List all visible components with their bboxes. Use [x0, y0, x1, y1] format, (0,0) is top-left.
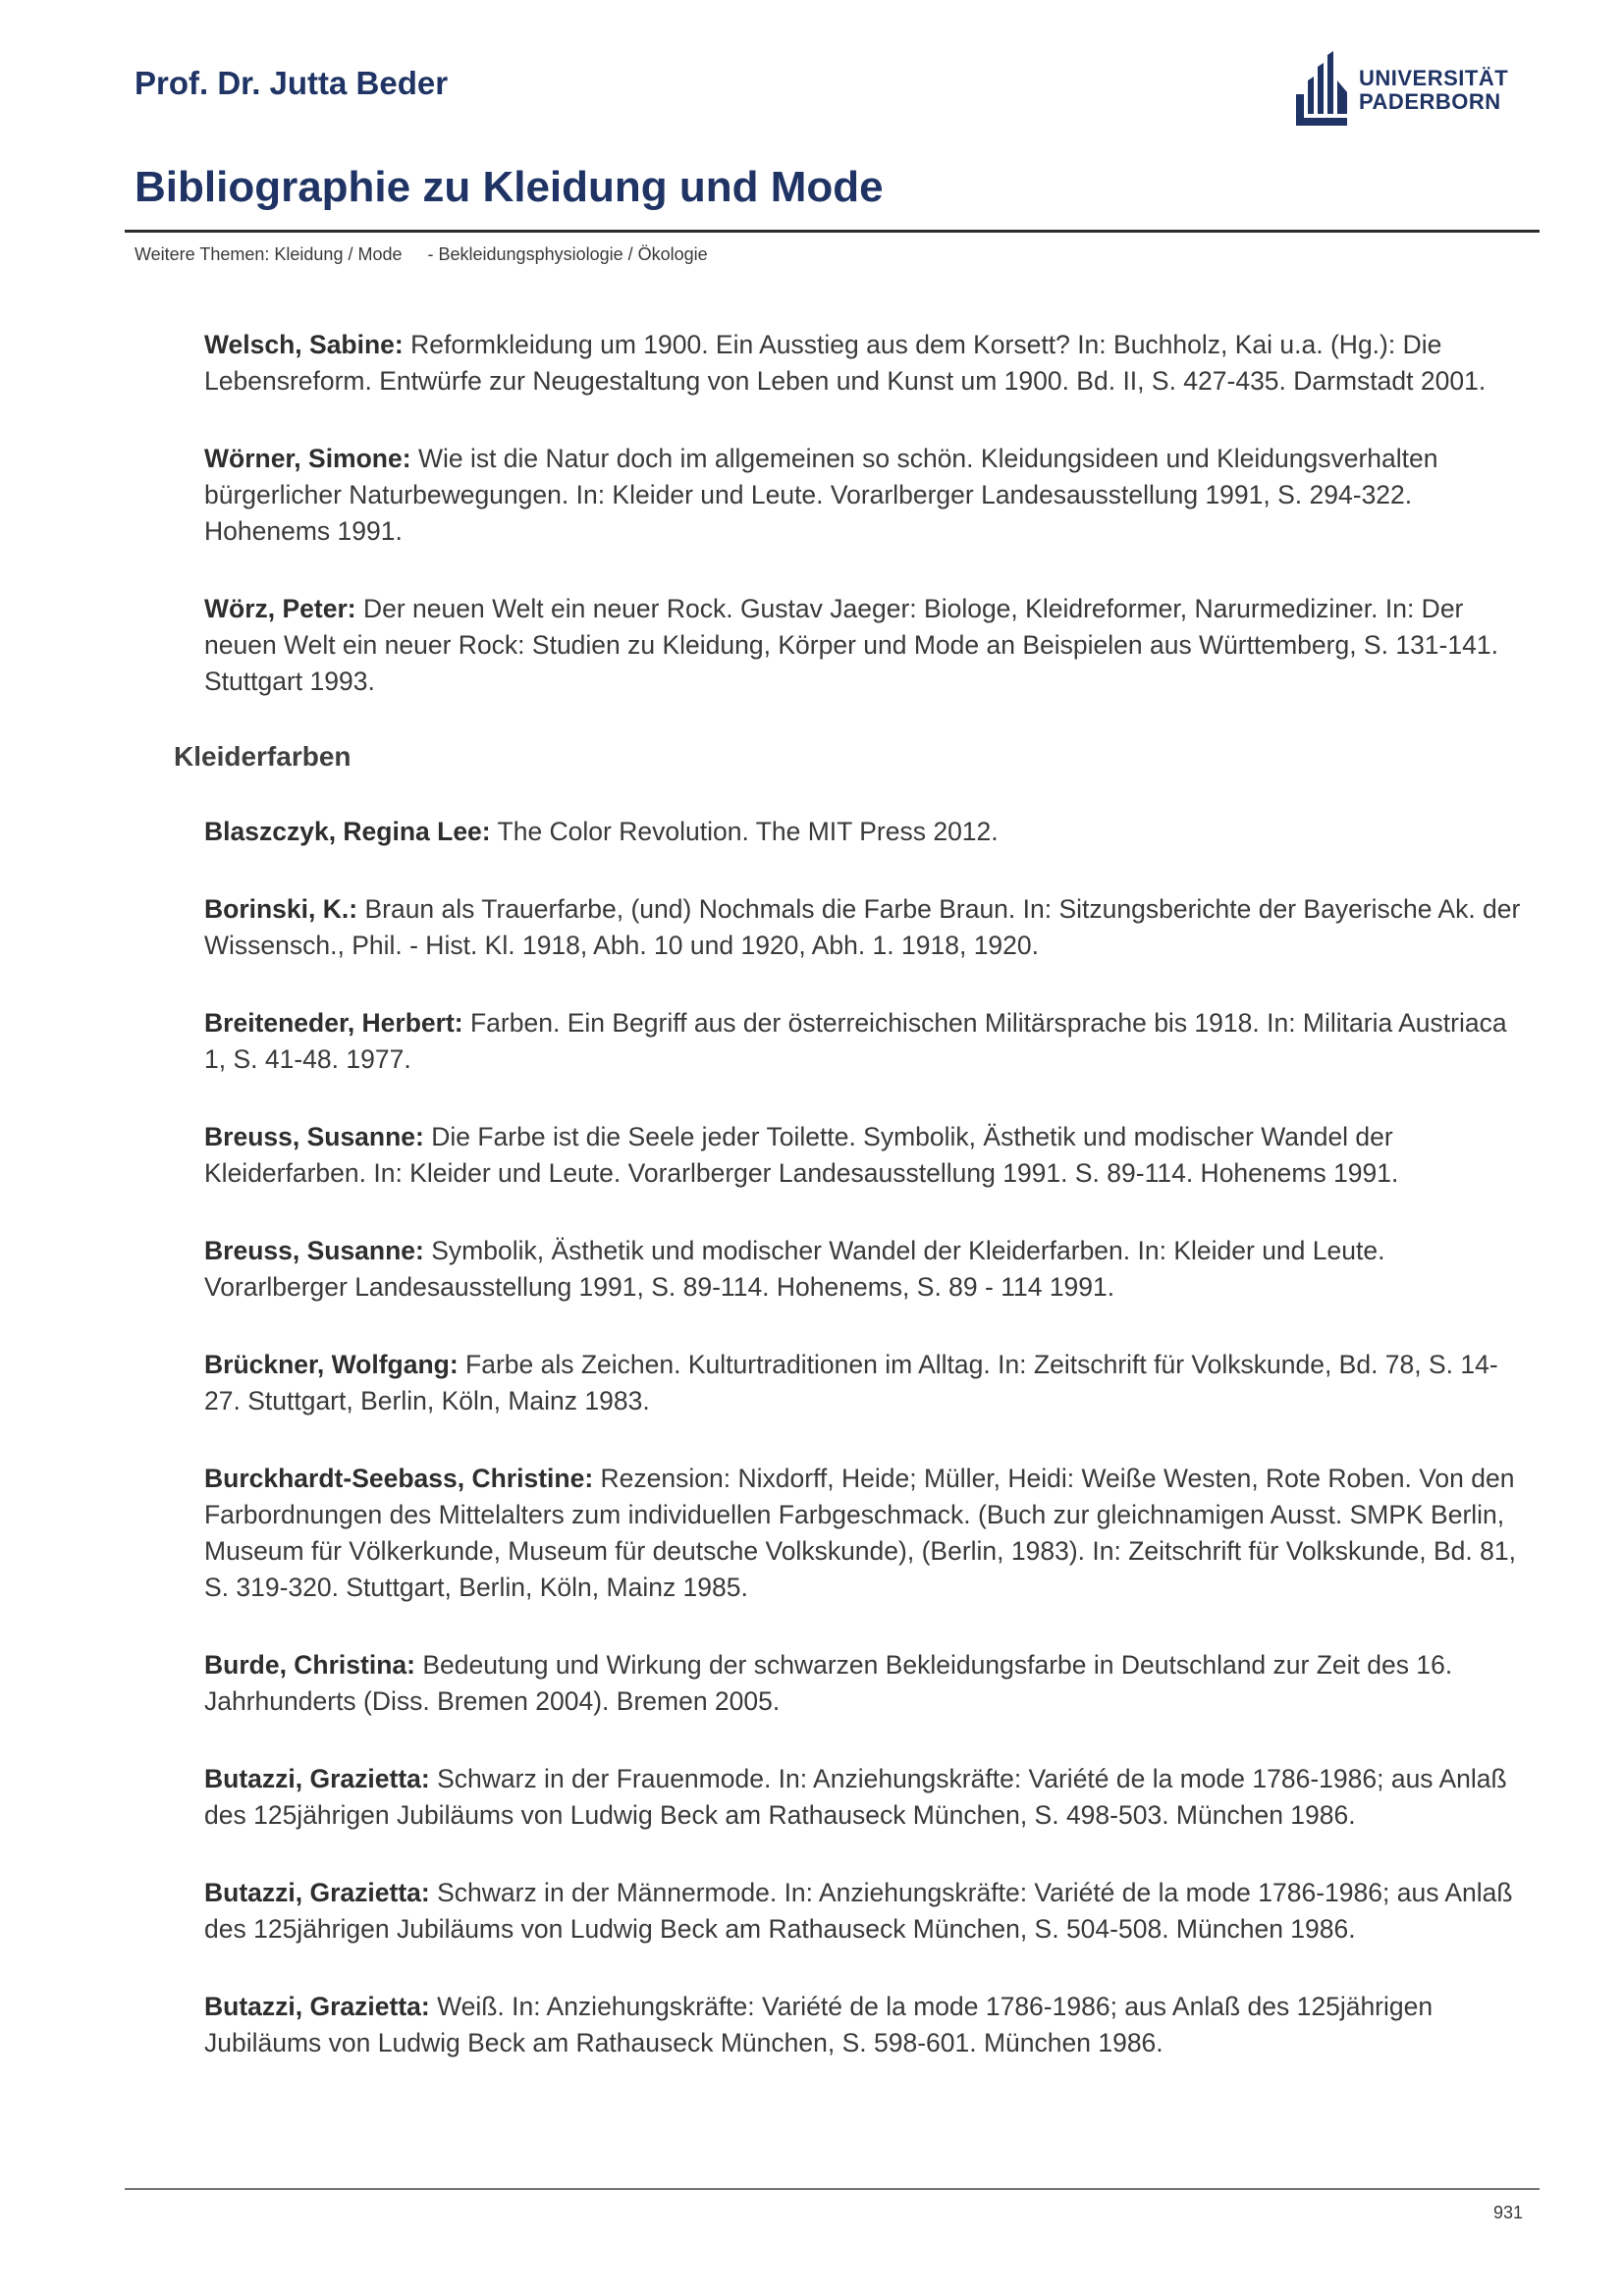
header-divider: [125, 230, 1540, 233]
entry-text: Schwarz in der Frauenmode. In: Anziehungskräfte: Variété de la mode 1786-1986; aus Anlaß des 125jährigen Jubiläums von Ludwig Beck am Rathauseck München, S. 498-503. München 1986.: [204, 1764, 1507, 1830]
entry-author: Wörner, Simone:: [204, 444, 411, 473]
bibliography-entry: [204, 441, 1530, 550]
bibliography-entry: [204, 327, 1530, 400]
entry-author: Butazzi, Grazietta:: [204, 1878, 430, 1907]
entry-text: Farbe als Zeichen. Kulturtraditionen im Alltag. In: Zeitschrift für Volkskunde, Bd. 78, S. 14-27. Stuttgart, Berlin, Köln, Mainz 1983.: [204, 1350, 1498, 1415]
entry-author: Welsch, Sabine:: [204, 330, 404, 359]
entry-author: Breuss, Susanne:: [204, 1122, 424, 1151]
entry-author: Blaszczyk, Regina Lee:: [204, 817, 491, 846]
bibliography-entry: [204, 1461, 1530, 1606]
bibliography-list: [174, 327, 1530, 2103]
bibliography-entry: [204, 1005, 1530, 1078]
entry-text: Der neuen Welt ein neuer Rock. Gustav Jaeger: Biologe, Kleidreformer, Narurmediziner. In: Der neuen Welt ein neuer Rock: Studien zu Kleidung, Körper und Mode an Beispielen aus Württemberg, S. 131-141. Stuttgart 1993.: [204, 594, 1498, 696]
entry-text: Braun als Trauerfarbe, (und) Nochmals die Farbe Braun. In: Sitzungsberichte der Bayerische Ak. der Wissensch., Phil. - Hist. Kl. 1918, Abh. 10 und 1920, Abh. 1. 1918, 1920.: [204, 894, 1521, 960]
entry-text: Wie ist die Natur doch im allgemeinen so schön. Kleidungsideen und Kleidungsverhalten bürgerlicher Naturbewegungen. In: Kleider und Leute. Vorarlberger Landesausstellung 1991, S. 294-322. Hohenems 1991.: [204, 444, 1438, 546]
bibliography-entry: [204, 1647, 1530, 1720]
bibliography-entry: [204, 1233, 1530, 1306]
bibliography-entry: [204, 1119, 1530, 1192]
topics-label: Weitere Themen: Kleidung / Mode: [135, 244, 403, 264]
footer-divider: [125, 2188, 1540, 2190]
entry-text: Farben. Ein Begriff aus der österreichischen Militärsprache bis 1918. In: Militaria Austriaca 1, S. 41-48. 1977.: [204, 1008, 1507, 1074]
entry-author: Breiteneder, Herbert:: [204, 1008, 463, 1038]
bibliography-entry: [204, 814, 1530, 850]
page-number: 931: [1492, 2203, 1523, 2222]
bibliography-entry: [204, 1347, 1530, 1419]
entry-author: Borinski, K.:: [204, 894, 358, 924]
entry-text: Die Farbe ist die Seele jeder Toilette. Symbolik, Ästhetik und modischer Wandel der Kleiderfarben. In: Kleider und Leute. Vorarlberger Landesausstellung 1991. S. 89-114. Hohenems 1991.: [204, 1122, 1399, 1188]
entry-text: Symbolik, Ästhetik und modischer Wandel der Kleiderfarben. In: Kleider und Leute. Vorarlberger Landesausstellung 1991, S. 89-114. Hohenems, S. 89 - 114 1991.: [204, 1236, 1385, 1302]
header-author: Prof. Dr. Jutta Beder: [135, 65, 449, 101]
entry-author: Butazzi, Grazietta:: [204, 1764, 430, 1793]
entry-text: Reformkleidung um 1900. Ein Ausstieg aus dem Korsett? In: Buchholz, Kai u.a. (Hg.): Die Lebensreform. Entwürfe zur Neugestaltung von Leben und Kunst um 1900. Bd. II, S. 427-435. Darmstadt 2001.: [204, 330, 1487, 396]
entry-text: Rezension: Nixdorff, Heide; Müller, Heidi: Weiße Westen, Rote Roben. Von den Farbordnungen des Mittelalters zum individuellen Farbgeschmack. (Buch zur gleichnamigen Ausst. SMPK Berlin, Museum für Völkerkunde, Museum für deutsche Volkskunde), (Berlin, 1983). In: Zeitschrift für Volkskunde, Bd. 81, S. 319-320. Stuttgart, Berlin, Köln, Mainz 1985.: [204, 1464, 1516, 1602]
entry-author: Butazzi, Grazietta:: [204, 1992, 430, 2021]
entry-text: Schwarz in der Männermode. In: Anziehungskräfte: Variété de la mode 1786-1986; aus Anlaß des 125jährigen Jubiläums von Ludwig Beck am Rathauseck München, S. 504-508. München 1986.: [204, 1878, 1513, 1944]
logo-text-line2: PADERBORN: [1359, 89, 1501, 114]
bibliography-entry: [204, 591, 1530, 700]
page-title: Bibliographie zu Kleidung und Mode: [135, 163, 884, 211]
bibliography-entry: [204, 1989, 1530, 2061]
bibliography-entry: [204, 1761, 1530, 1834]
university-logo-icon: [1294, 51, 1349, 130]
entry-author: Burde, Christina:: [204, 1650, 415, 1680]
section-heading: Kleiderfarben: [174, 741, 352, 772]
topics-line: [135, 244, 708, 265]
entry-text: Bedeutung und Wirkung der schwarzen Bekleidungsfarbe in Deutschland zur Zeit des 16. Jahrhunderts (Diss. Bremen 2004). Bremen 2005.: [204, 1650, 1453, 1716]
topics-sub: - Bekleidungsphysiologie / Ökologie: [427, 244, 708, 264]
logo-text-line1: UNIVERSITÄT: [1359, 66, 1509, 90]
bibliography-entry: [204, 1875, 1530, 1948]
entry-author: Brückner, Wolfgang:: [204, 1350, 459, 1379]
entry-text: The Color Revolution. The MIT Press 2012.: [497, 817, 999, 846]
entry-author: Wörz, Peter:: [204, 594, 356, 623]
bibliography-entry: [204, 891, 1530, 964]
entry-author: Breuss, Susanne:: [204, 1236, 424, 1265]
university-logo: [1294, 51, 1508, 130]
entry-text: Weiß. In: Anziehungskräfte: Variété de la mode 1786-1986; aus Anlaß des 125jährigen Jubiläums von Ludwig Beck am Rathauseck München, S. 598-601. München 1986.: [204, 1992, 1434, 2057]
entry-author: Burckhardt-Seebass, Christine:: [204, 1464, 594, 1493]
